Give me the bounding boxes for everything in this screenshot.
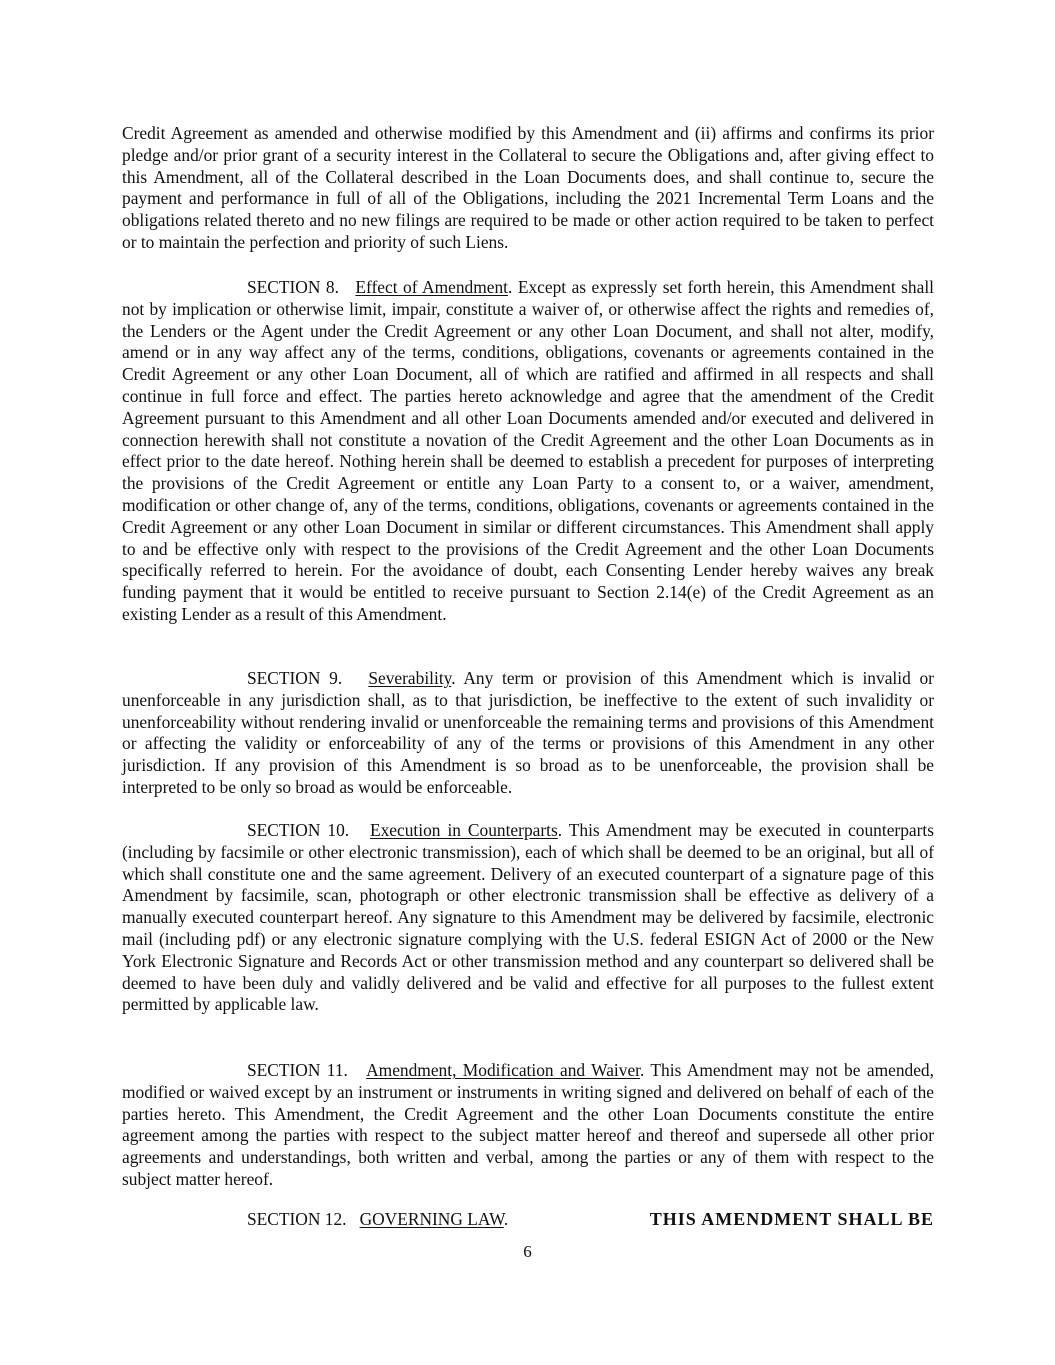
continuation-paragraph: Credit Agreement as amended and otherwise modified by this Amendment and (ii) affirms and confirms its prior pledge and/or prior grant of a security interest in the Collateral to secure the Obligations and, after giving effect to this Amendment, all of the Collateral described in the Loan Documents does, and shall continue to, secure the payment and performance in full of all of the Obligations, including the 2021 Incremental Term Loans and the obligations related thereto and no new filings are required to be made or other action required to be taken to perfect or to maintain the perfection and priority of such Liens. xyxy=(122,123,934,252)
section-8 xyxy=(122,277,934,626)
section-8-heading: Effect of Amendment xyxy=(355,277,508,297)
section-9-body: . Any term or provision of this Amendment which is invalid or unenforceable in any jurisdiction shall, as to that jurisdiction, be ineffective to the extent of such invalidity or unenforceability without rendering invalid or unenforceable the remaining terms and provisions of this Amendment or affecting the validity or enforceability of any of the terms or provisions of this Amendment in any other jurisdiction. If any provision of this Amendment is so broad as to be unenforceable, the provision shall be interpreted to be only so broad as would be enforceable. xyxy=(122,668,934,797)
section-9-heading: Severability xyxy=(368,668,452,688)
section-10-body: . This Amendment may be executed in counterparts (including by facsimile or other electronic transmission), each of which shall be deemed to be an original, but all of which shall constitute one and the same agreement. Delivery of an executed counterpart of a signature page of this Amendment by facsimile, scan, photograph or other electronic transmission shall be effective as delivery of a manually executed counterpart hereof. Any signature to this Amendment may be delivered by facsimile, electronic mail (including pdf) or any electronic signature complying with the U.S. federal ESIGN Act of 2000 or the New York Electronic Signature and Records Act or other transmission method and any counterpart so delivered shall be deemed to have been duly and validly delivered and be valid and effective for all purposes to the fullest extent permitted by applicable law. xyxy=(122,820,935,1015)
section-12-bold-text: THIS AMENDMENT SHALL BE xyxy=(649,1209,934,1229)
section-9-number: SECTION 9. xyxy=(247,668,343,688)
section-8-body: . Except as expressly set forth herein, this Amendment shall not by implication or otherwise limit, impair, constitute a waiver of, or otherwise affect the rights and remedies of, the Lenders or the Agent under the Credit Agreement or any other Loan Document, and shall not alter, modify, amend or in any way affect any of the terms, conditions, obligations, covenants or agreements contained in the Credit Agreement or any other Loan Document, all of which are ratified and affirmed in all respects and shall continue in full force and effect. The parties hereto acknowledge and agree that the amendment of the Credit Agreement pursuant to this Amendment and all other Loan Documents amended and/or executed and delivered in connection herewith shall not constitute a novation of the Credit Agreement and the other Loan Documents as in effect prior to the date hereof. Nothing herein shall be deemed to establish a precedent for purposes of interpreting the provisions of the Credit Agreement or entitle any Loan Party to a consent to, or a waiver, amendment, modification or other change of, any of the terms, conditions, obligations, covenants or agreements contained in the Credit Agreement or any other Loan Document in similar or different circumstances. This Amendment shall apply to and be effective only with respect to the provisions of the Credit Agreement and the other Loan Documents specifically referred to herein. For the avoidance of doubt, each Consenting Lender hereby waives any break funding payment that it would be entitled to receive pursuant to Section 2.14(e) of the Credit Agreement as an existing Lender as a result of this Amendment. xyxy=(122,277,934,624)
section-11 xyxy=(122,1060,934,1191)
section-9 xyxy=(122,668,934,799)
section-12-number: SECTION 12. xyxy=(247,1209,347,1229)
page-number: 6 xyxy=(523,1242,532,1261)
section-11-number: SECTION 11. xyxy=(247,1060,348,1080)
section-11-body: . This Amendment may not be amended, modified or waived except by an instrument or instruments in writing signed and delivered on behalf of each of the parties hereto. This Amendment, the Credit Agreement and the other Loan Documents constitute the entire agreement among the parties with respect to the subject matter hereof and thereof and supersede all other prior agreements and understandings, both written and verbal, among the parties or any of them with respect to the subject matter hereof. xyxy=(122,1060,934,1189)
section-11-heading: Amendment, Modification and Waiver xyxy=(366,1060,640,1080)
section-10-heading: Execution in Counterparts xyxy=(369,820,558,840)
section-12-heading: GOVERNING LAW xyxy=(359,1209,504,1229)
section-10-number: SECTION 10. xyxy=(247,820,350,840)
section-10 xyxy=(122,820,934,1016)
section-12 xyxy=(122,1209,934,1231)
section-8-number: SECTION 8. xyxy=(247,277,339,297)
section-12-body: . xyxy=(503,1209,509,1229)
